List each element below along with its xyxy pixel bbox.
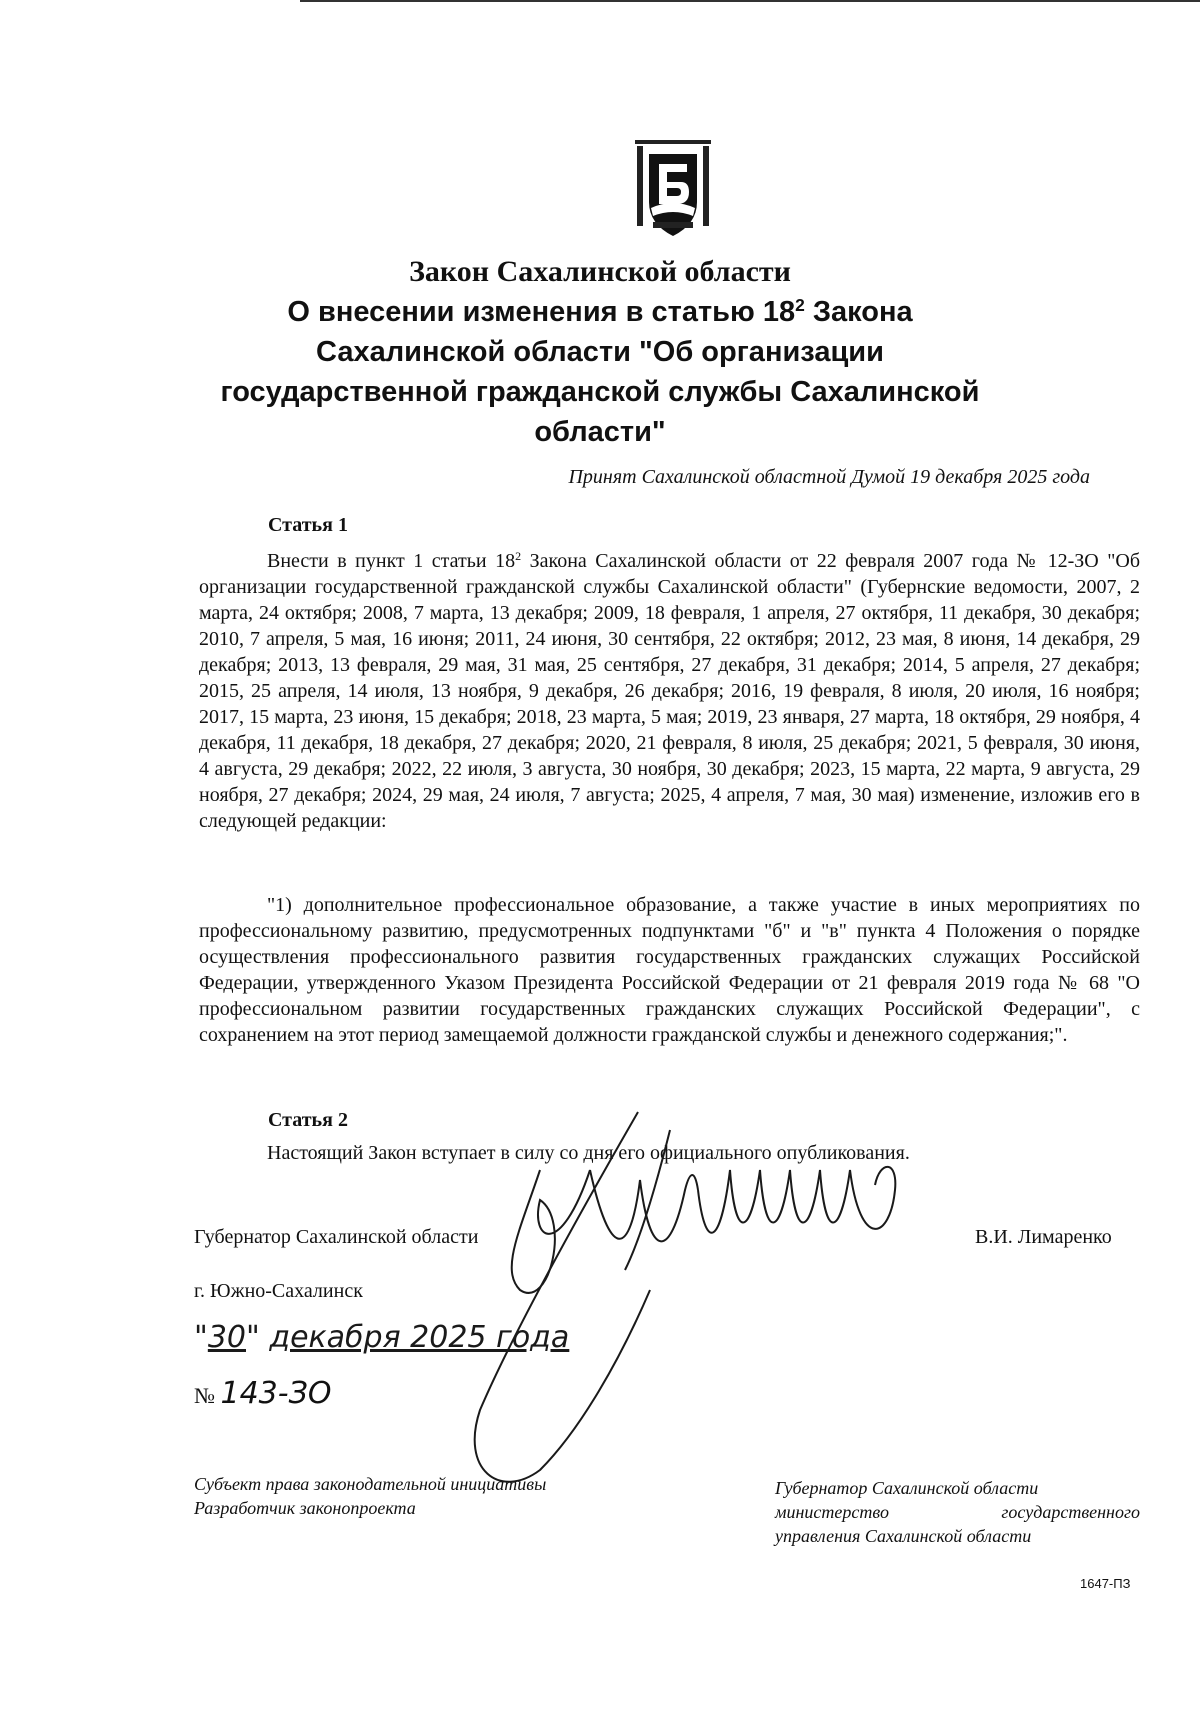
city-name: г. Южно-Сахалинск: [194, 1280, 363, 1302]
date-month-year: декабря 2025 года: [269, 1320, 570, 1355]
title-line-5: области": [534, 416, 666, 448]
document-code: 1647-ПЗ: [1080, 1576, 1131, 1591]
article-1-body: [199, 548, 1140, 834]
developer-value-line-1: министерство государственного: [775, 1502, 1140, 1522]
developer-value-line-2: управления Сахалинской области: [775, 1526, 1032, 1546]
initiative-subject-label: Субъект права законодательной инициативы: [194, 1474, 547, 1494]
article-2-paragraph-1: Настоящий Закон вступает в силу со дня его официального опубликования.: [267, 1142, 910, 1164]
signature-icon: [420, 1110, 960, 1490]
signing-date: "30" декабря 2025 года: [194, 1320, 570, 1355]
top-edge-line: [300, 0, 1200, 2]
article-1-paragraph-2: "1) дополнительное профессиональное образование, а также участие в иных мероприятиях по профессиональному развитию, предусмотренных подпунктами "б" и "в" пункта 4 Положения о порядке осуществления профессионального развития государственных гражданских служащих Российской Федерации, утвержденного Указом Президента Российской Федерации от 21 февраля 2019 года № 68 "О профессиональном развитии государственных гражданских служащих Российской Федерации", с сохранением на этот период замещаемой должности гражданской службы и денежного содержания;".: [199, 894, 1140, 1046]
article-1-amendment: [199, 892, 1140, 1048]
law-number: [194, 1376, 331, 1411]
governor-title: Губернатор Сахалинской области: [194, 1226, 479, 1248]
title-line-3: Сахалинской области "Об организации: [316, 336, 884, 368]
article-1-para-1-rest: Закона Сахалинской области от 22 февраля 2007 года № 12-ЗО "Об организации государственной гражданской службы Сахалинской области" (Губернские ведомости, 2007, 2 марта, 24 октября; 2008, 7 марта, 13 декабря; 2009, 18 февраля, 1 апреля, 27 октября, 11 декабря, 30 декабря; 2010, 7 апреля, 5 мая, 16 июня; 2011, 24 июня, 30 сентября, 22 октября; 2012, 23 мая, 8 июня, 14 декабря, 29 декабря; 2013, 13 февраля, 29 мая, 31 мая, 25 сентября, 27 декабря, 31 декабря; 2014, 5 апреля, 27 декабря; 2015, 25 апреля, 14 июля, 13 ноября, 9 декабря, 26 декабря; 2016, 19 февраля, 8 июля, 20 июля, 16 ноября; 2017, 15 марта, 23 июня, 15 декабря; 2018, 23 марта, 5 мая; 2019, 23 января, 27 марта, 18 октября, 29 ноября, 4 декабря, 11 декабря, 18 декабря, 27 декабря; 2020, 21 февраля, 8 июля, 25 декабря; 2021, 5 февраля, 30 июня, 4 августа, 29 декабря; 2022, 22 июля, 3 августа, 30 ноября, 30 декабря; 2023, 15 марта, 22 марта, 9 августа, 29 ноября, 27 декабря; 2024, 29 мая, 24 июля, 7 августа; 2025, 4 апреля, 7 мая, 30 мая) изменение, изложив его в следующей редакции:: [199, 550, 1140, 832]
date-day: 30: [207, 1320, 246, 1355]
title-superscript: 2: [795, 295, 805, 316]
adoption-note: Принят Сахалинской областной Думой 19 декабря 2025 года: [568, 466, 1090, 488]
article-1-paragraph-1: [199, 548, 1140, 834]
developer-label: Разработчик законопроекта: [194, 1498, 416, 1518]
initiative-subject-value: Губернатор Сахалинской области: [775, 1478, 1039, 1498]
title-line-2-tail: Закона: [804, 296, 913, 328]
law-title: [160, 252, 1040, 452]
title-line-2-text: О внесении изменения в статью 18: [287, 296, 796, 328]
footer-left: [194, 1472, 546, 1520]
article-1-para-1-start: Внести в пункт 1 статьи 18: [267, 550, 516, 572]
article-1-superscript: 2: [515, 549, 522, 564]
title-line-1: Закон Сахалинской области: [409, 255, 791, 288]
coat-of-arms-icon: [633, 138, 713, 242]
title-line-4: государственной гражданской службы Сахалинской: [220, 376, 980, 408]
number-label: №: [194, 1383, 215, 1408]
title-line-2: [160, 292, 1040, 332]
footer-right: [775, 1476, 1140, 1548]
number-value: 143-ЗО: [220, 1376, 332, 1411]
article-2-heading: Статья 2: [268, 1109, 348, 1131]
article-1-heading: Статья 1: [268, 514, 348, 536]
governor-name: В.И. Лимаренко: [975, 1226, 1112, 1248]
